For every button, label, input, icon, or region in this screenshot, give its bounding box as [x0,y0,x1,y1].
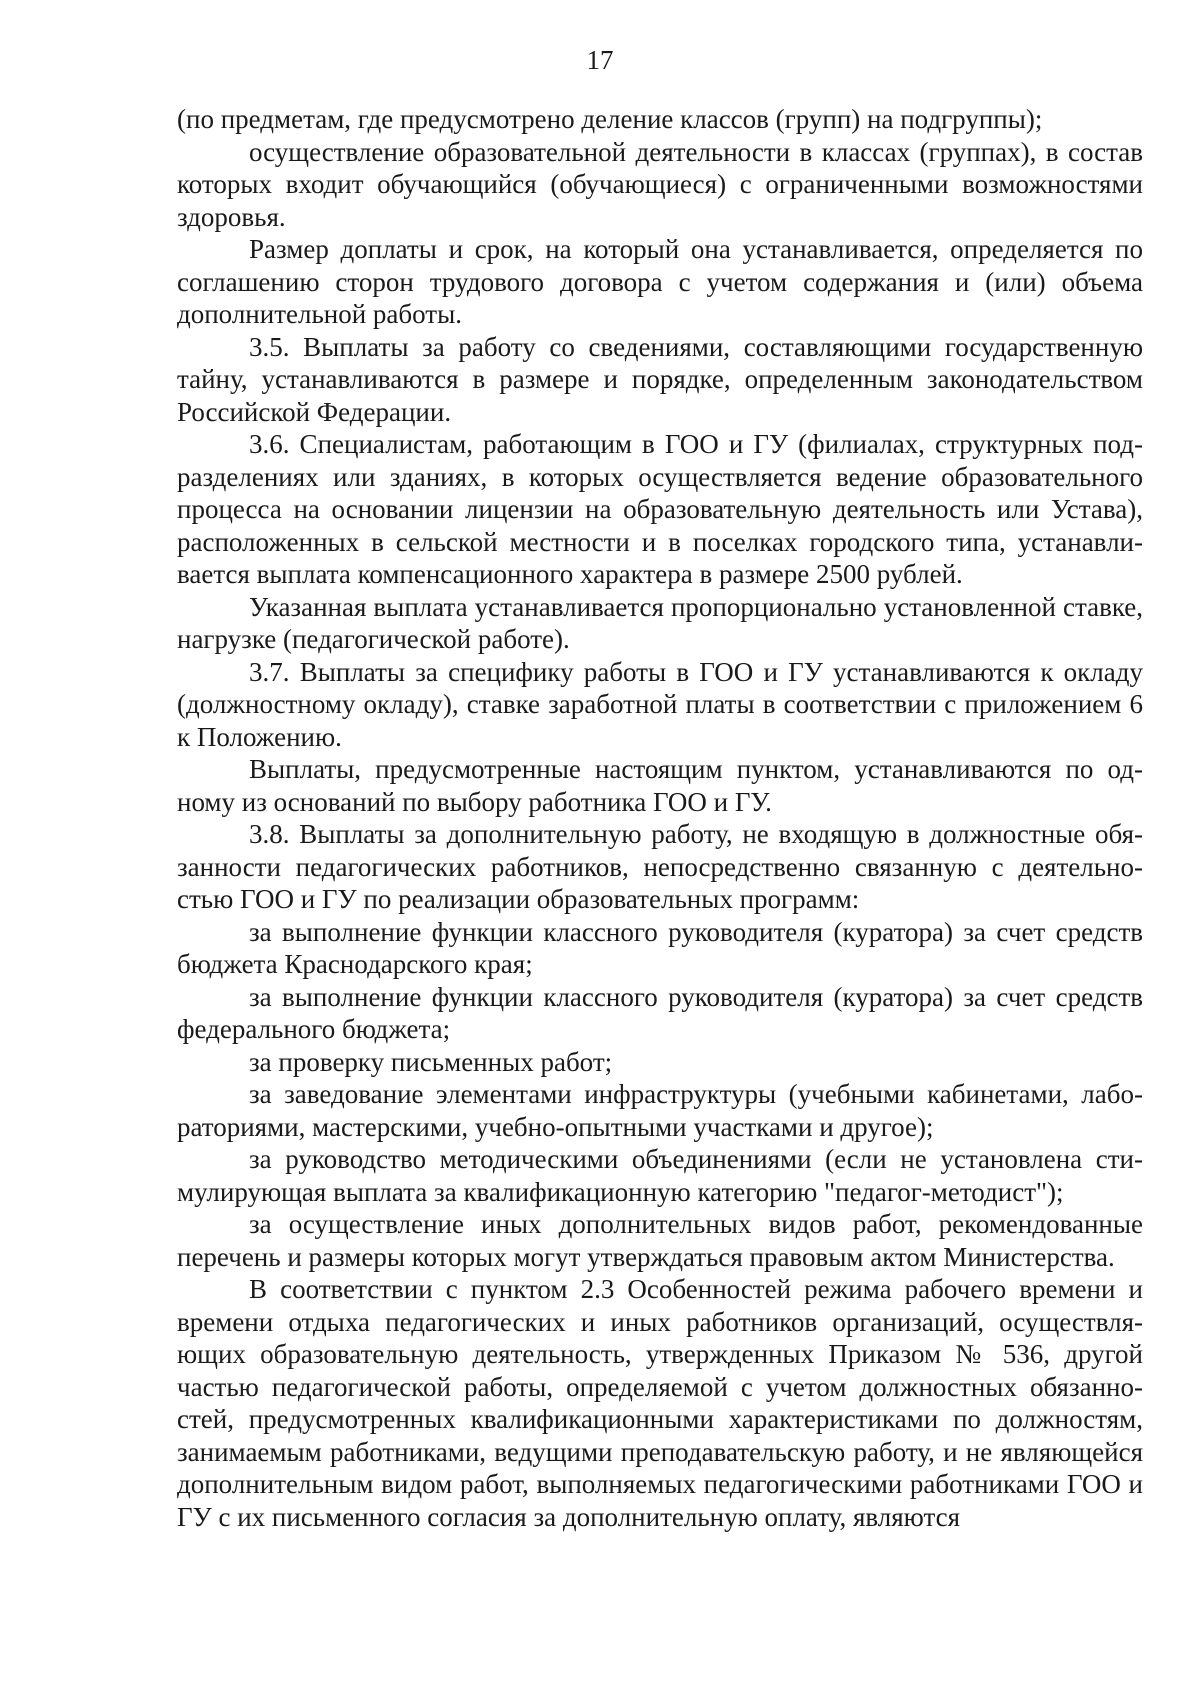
paragraph: В соответствии с пунктом 2.3 Особенностей режима рабочего времени и времени отдыха педагогических и иных работников организаций, осуществляющих образовательную деятельность, утвержденных Приказом № 536, другой частью педагогической работы, определяемой с учетом должностных обязанностей, предусмотренных квалификационными характеристиками по должностям, занимаемым работниками, ведущими преподавательскую работу, и не являющейся дополнительным видом работ, выполняемых педагогическими работниками ГОО и ГУ с их письменного согласия за дополнительную оплату, являются [177,1274,1143,1532]
paragraph-section-3-5: 3.5. Выплаты за работу со сведениями, составляющими государственную тайну, устанавливаются в размере и порядке, определенным законодательством Российской Федерации. [177,331,1143,427]
paragraph: Указанная выплата устанавливается пропорционально установленной ставке, нагрузке (педагогической работе). [177,591,1143,654]
paragraph-continuation: (по предметам, где предусмотрено деление классов (групп) на подгруппы); [177,104,1043,134]
paragraph: Размер доплаты и срок, на который она устанавливается, определяется по соглашению сторон трудового договора с учетом содержания и (или) объема дополнительной работы. [177,234,1143,329]
paragraph-section-3-6: 3.6. Специалистам, работающим в ГОО и ГУ (филиалах, структурных подразделениях или зданиях, в которых осуществляется ведение образовательного процесса на основании лицензии на образовательную деятельность или Устава), расположенных в сельской местности и в поселках городского типа, устанавливается выплата компенсационного характера в размере 2500 рублей. [177,429,1143,589]
list-item: за проверку письменных работ; [249,1046,613,1077]
page-number: 17 [586,45,614,75]
paragraph-section-3-8: 3.8. Выплаты за дополнительную работу, не входящую в должностные обязанности педагогических работников, непосредственно связанную с деятельностью ГОО и ГУ по реализации образовательных программ: [177,819,1143,914]
list-item: за выполнение функции классного руководителя (куратора) за счет средств федерального бюджета; [177,981,1143,1044]
list-item: за руководство методическими объединениями (если не установлена стимулирующая выплата за квалификационную категорию "педагог-методист"); [177,1144,1143,1207]
list-item: за заведование элементами инфраструктуры (учебными кабинетами, лабораториями, мастерскими, учебно-опытными участками и другое); [177,1079,1143,1142]
document-body [177,103,1143,1533]
paragraph: осуществление образовательной деятельности в классах (группах), в состав которых входит обучающийся (обучающиеся) с ограниченными возможностями здоровья. [177,136,1143,232]
list-item: за осуществление иных дополнительных видов работ, рекомендованные перечень и размеры которых могут утверждаться правовым актом Министерства. [177,1209,1143,1272]
paragraph-section-3-7: 3.7. Выплаты за специфику работы в ГОО и ГУ устанавливаются к окладу (должностному окладу), ставке заработной платы в соответствии с приложением 6 к Положению. [177,656,1143,752]
paragraph: Выплаты, предусмотренные настоящим пунктом, устанавливаются по одному из оснований по выбору работника ГОО и ГУ. [177,754,1143,817]
list-item: за выполнение функции классного руководителя (куратора) за счет средств бюджета Краснодарского края; [177,916,1143,979]
